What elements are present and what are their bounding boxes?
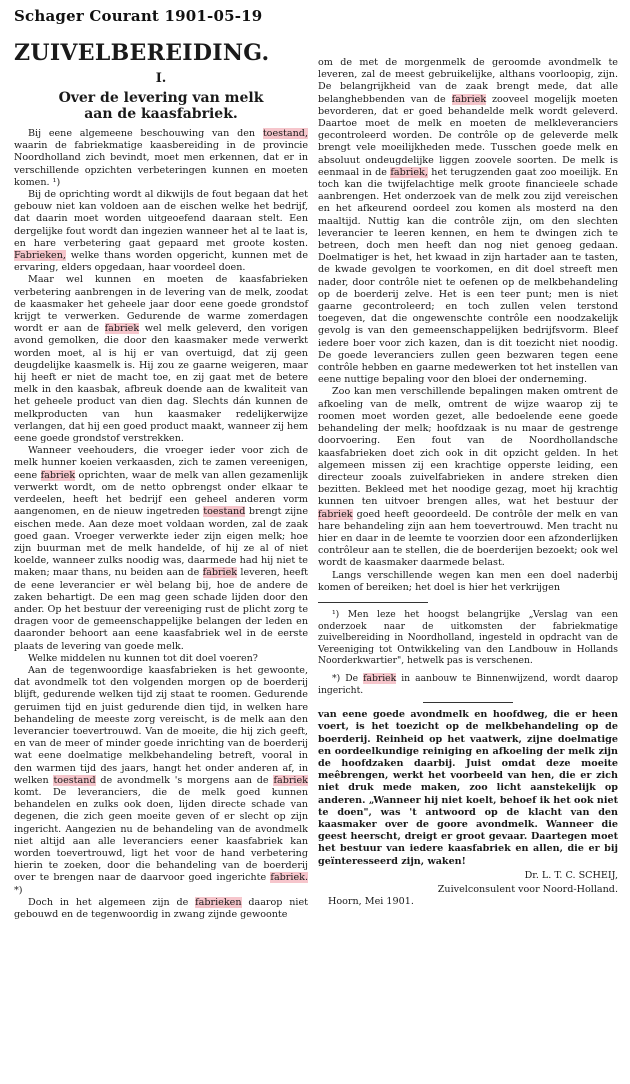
subtitle-line-2: aan de kaasfabriek.	[84, 106, 238, 122]
highlighted-term: fabriek	[202, 567, 238, 579]
highlighted-term: fabriek	[40, 469, 76, 481]
signature: Dr. L. T. C. SCHEIJ,	[524, 869, 618, 881]
masthead: Schager Courant 1901-05-19	[14, 7, 263, 25]
highlighted-term: toestand	[203, 506, 246, 518]
subtitle-line-1: Over de levering van melk	[58, 90, 264, 106]
highlighted-term: fabriek	[318, 508, 353, 520]
highlighted-term: fabriek	[451, 93, 487, 105]
highlighted-term: fabriek	[363, 672, 397, 684]
footnote-divider	[318, 602, 428, 603]
footnote-2: *) De fabriek in aanbouw te Binnenwijzend, wordt daarop ingericht.	[318, 672, 618, 696]
highlighted-term: toestand,	[262, 128, 308, 139]
right-column	[318, 57, 618, 908]
highlighted-term: fabriek	[104, 323, 140, 335]
paragraph: Doch in het algemeen zijn de fabrieken daarop niet gebouwd en de tegenwoordig in zwang zijnde gewoonte	[14, 896, 308, 920]
paragraph: van eene goede avondmelk en hoofdweg, die er heen voert, is het toezicht op de melkbehandeling op de boerderij. Reinheid op het vaatwerk, zijne doelmatige en oordeelkundige reiniging en afkoeling der melk zijn de hoofdzaken daarbij. Juist omdat deze moeite meêbrengen, werkt het voorbeeld van hen, die er zich niet druk mede maken, zoo licht aanstekelijk op anderen. „Wanneer hij niet koelt, behoef ik het ook niet te doen", was 't antwoord op de klacht van den kaasmaker over de goore avondmelk. Wanneer die geest heerscht, dreigt er groot gevaar. Daartegen moet het bestuur van iedere kaasfabriek en allen, die er bij geïnteresseerd zijn, waken!	[318, 709, 619, 867]
paragraph: Maar wel kunnen en moeten de kaasfabrieken verbetering aanbrengen in de levering van de melk, zoodat de kaasmaker het geheele jaar door eene goede grondstof krijgt te verwerken. Gedurende de warme zomerdagen wordt er aan de fabriek wel melk geleverd, den vorigen avond gemolken, die door den kaasmaker mede verwerkt worden moet, al is hij er van overtuigd, dat zij geen deugdelijke kaasmelk is. Hij zou ze gaarne weigeren, maar hij heeft er niet de macht toe, en zij gaat met de betere melk in den kaasbak, afbreuk doende aan de kwaliteit van het geheele product van dien dag. Slechts dán kunnen de melkproducten van hun kaasmaker redelijkerwijze verlangen, dat hij een goed product maakt, wanneer zij hem eene goede grondstof verstrekken.	[14, 274, 308, 445]
highlighted-term: fabrieken	[195, 896, 242, 908]
article-subtitle	[14, 90, 308, 122]
highlighted-term: Fabrieken,	[14, 250, 66, 262]
paragraph: Zoo kan men verschillende bepalingen maken omtrent de afkoeling van de melk, omtrent de wijze waarop zij te roomen moet worden gezet, alle bedoelende eene goede behandeling der melk; hoofdzaak is nu maar de gestrenge doorvoering. Een fout van de Noordhollandsche kaasfabrieken doet zich ook in dit opzicht gelden. In het algemeen missen zij een krachtige opperste leiding, een directeur zooals zuivelfabrieken in andere streken dien bezitten. Bekleed met het noodige gezag, moet hij krachtig kunnen ten uitvoer brengen alles, wat het bestuur der fabriek goed heeft geoordeeld. De contrôle der melk en van hare behandeling zijn aan hem toevertrouwd. Men tracht nu hier en daar in de leemte te voorzien door een afzonderlijken contrôleur aan te stellen, die de boerderijen bezoekt; ook wel wordt de kaasmaker daarmede belast.	[318, 386, 618, 569]
paragraph: om de met de morgenmelk de geroomde avondmelk te leveren, zal de meest gebruikelijke, althans voorloopig, zijn. De belangrijkheid van de zaak brengt mede, dat alle belanghebbenden van de fabriek zooveel mogelijk moeten bevorderen, dat er goed behandelde melk wordt geleverd. Daartoe moet de melk en moeten de melkleveranciers gecontroleerd worden. De contrôle op de geleverde melk brengt vele moeilijkheden mede. Tusschen goede melk en absoluut ondeugdelijke liggen zoovele soorten. De melk is eenmaal in de fabriek, het terugzenden gaat zoo moeilijk. En toch kan die twijfelachtige melk groote financieele schade aanbrengen. Het onderzoek van de melk zou zijd vereischen en het afkeurend oordeel zou komen als mosterd na den maaltijd. Nuttig kan die contrôle zijn, om den slechten leverancier te leeren kennen, en hem te dwingen zich te betreen, doch men heeft dan nog niet genoeg gedaan. Doelmatiger is het, het kwaad in zijn hartader aan te tasten, de kwade gevolgen te voorkomen, en dit doel streeft men nader, door contrôle niet te oefenen op de melkbehandeling op de boerderij zelve. Het is een teer punt; men is niet gaarne gecontroleerd; en toch zullen velen terstond toegeven, dat die ongewenschte contrôle een noodzakelijk gevolg is van den gemeenschappelijken bedrijfsvorm. Bleef iedere boer voor zich kazen, dan is dit toezicht niet noodig. De goede leveranciers zullen geen bezwaren tegen eene contrôle hebben en gaarne medewerken tot het instellen van eene nuttige bepaling voor den bloei der onderneming.	[318, 57, 618, 386]
section-numeral: I.	[155, 71, 167, 86]
paragraph: Langs verschillende wegen kan men een doel naderbij komen of bereiken; het doel is hier het verkrijgen	[318, 569, 618, 593]
place-date: Hoorn, Mei 1901.	[328, 896, 414, 908]
paragraph: Bij eene algemeene beschouwing van den toestand, waarin de fabriekmatige kaasbereiding in de provincie Noordholland zich bevindt, moet men erkennen, dat er in verschillende opzichten verbeteringen kunnen en moeten komen. ¹)	[14, 128, 308, 188]
article-title: ZUIVELBEREIDING.	[14, 40, 270, 66]
highlighted-term: toestand	[53, 774, 96, 786]
signature-role: Zuivelconsulent voor Noord-Holland.	[437, 883, 618, 895]
left-column	[14, 40, 308, 921]
section-divider	[423, 702, 513, 703]
paragraph: Welke middelen nu kunnen tot dit doel voeren?	[28, 652, 258, 664]
paragraph: Bij de oprichting wordt al dikwijls de fout begaan dat het gebouw niet kan voldoen aan de eischen welke het bedrijf, dat daarin moet worden uitgeoefend daaraan stelt. Een dergelijke fout wordt dan ingezien wanneer het al te laat is, en hare verbetering gaat gepaard met groote kosten. Fabrieken, welke thans worden opgericht, kunnen met de ervaring, elders opgedaan, haar voordeel doen.	[14, 189, 308, 274]
highlighted-term: fabriek,	[390, 166, 428, 178]
highlighted-term: fabriek.	[270, 872, 308, 884]
highlighted-term: fabriek	[273, 774, 308, 786]
footnote-1: ¹) Men leze het hoogst belangrijke „Verslag van een onderzoek naar de uitkomsten der fabriekmatige zuivelbereiding in Noordholland, ingesteld in opdracht van de Vereeniging tot Ontwikkeling van den Landbouw in Hollands Noorderkwartier", hetwelk pas is verschenen.	[318, 608, 618, 667]
paragraph: Wanneer veehouders, die vroeger ieder voor zich de melk hunner koeien verkaasden, zich te zamen vereenigen, eene fabriek oprichten, waar de melk van allen gezamenlijk verwerkt wordt, om de netto opbrengst onder elkaar te verdeelen, heeft het bedrijf een geheel anderen vorm aangenomen, en de nieuw ingetreden toestand brengt zijne eischen mede. Aan deze moet voldaan worden, zal de zaak goed gaan. Vroeger verwerkte ieder zijn eigen melk; hoe zijn buurman met de melk handelde, of hij ze al of niet koelde, wanneer zulks noodig was, daarmede had hij niet te maken; maar thans, nu beiden aan de fabriek leveren, heeft de eene leverancier er wèl belang bij, hoe de andere de zaken behartigt. De een mag geen schade lijden door den ander. Op het bestuur der vereeniging rust de plicht zorg te dragen voor de gemeenschappelijke belangen der leden en daaronder behoort aan eene kaasfabriek wel in de eerste plaats de levering van goede melk.	[14, 445, 309, 652]
paragraph: Aan de tegenwoordige kaasfabrieken is het gewoonte, dat avondmelk tot den volgenden morgen op de boerderij blijft, gedurende welken tijd zij staat te roomen. Gedurende geruimen tijd en juist gedurende dien tijd, in welken hare behandeling de meeste zorg vereischt, is de melk aan den leverancier toevertrouwd. Van de moeite, die hij zich geeft, en van de meer of minder goede inrichting van de boerderij wat eene doelmatige melkbehandeling betreft, vooral in den warmen tijd des jaars, hangt het onder anderen af, in welken toestand de avondmelk 's morgens aan de fabriek komt. De leveranciers, die de melk goed kunnen behandelen en zulks ook doen, lijden directe schade van degenen, die zich geen moeite geven of er slecht op zijn ingericht. Aangezien nu de behandeling van de avondmelk niet altijd aan alle leveranciers eener kaasfabriek kan worden toevertrouwd, ligt het voor de hand verbetering hierin te zoeken, door die behandeling van de boerderij over te brengen naar de daarvoor goed ingerichte fabriek. *)	[14, 664, 308, 896]
